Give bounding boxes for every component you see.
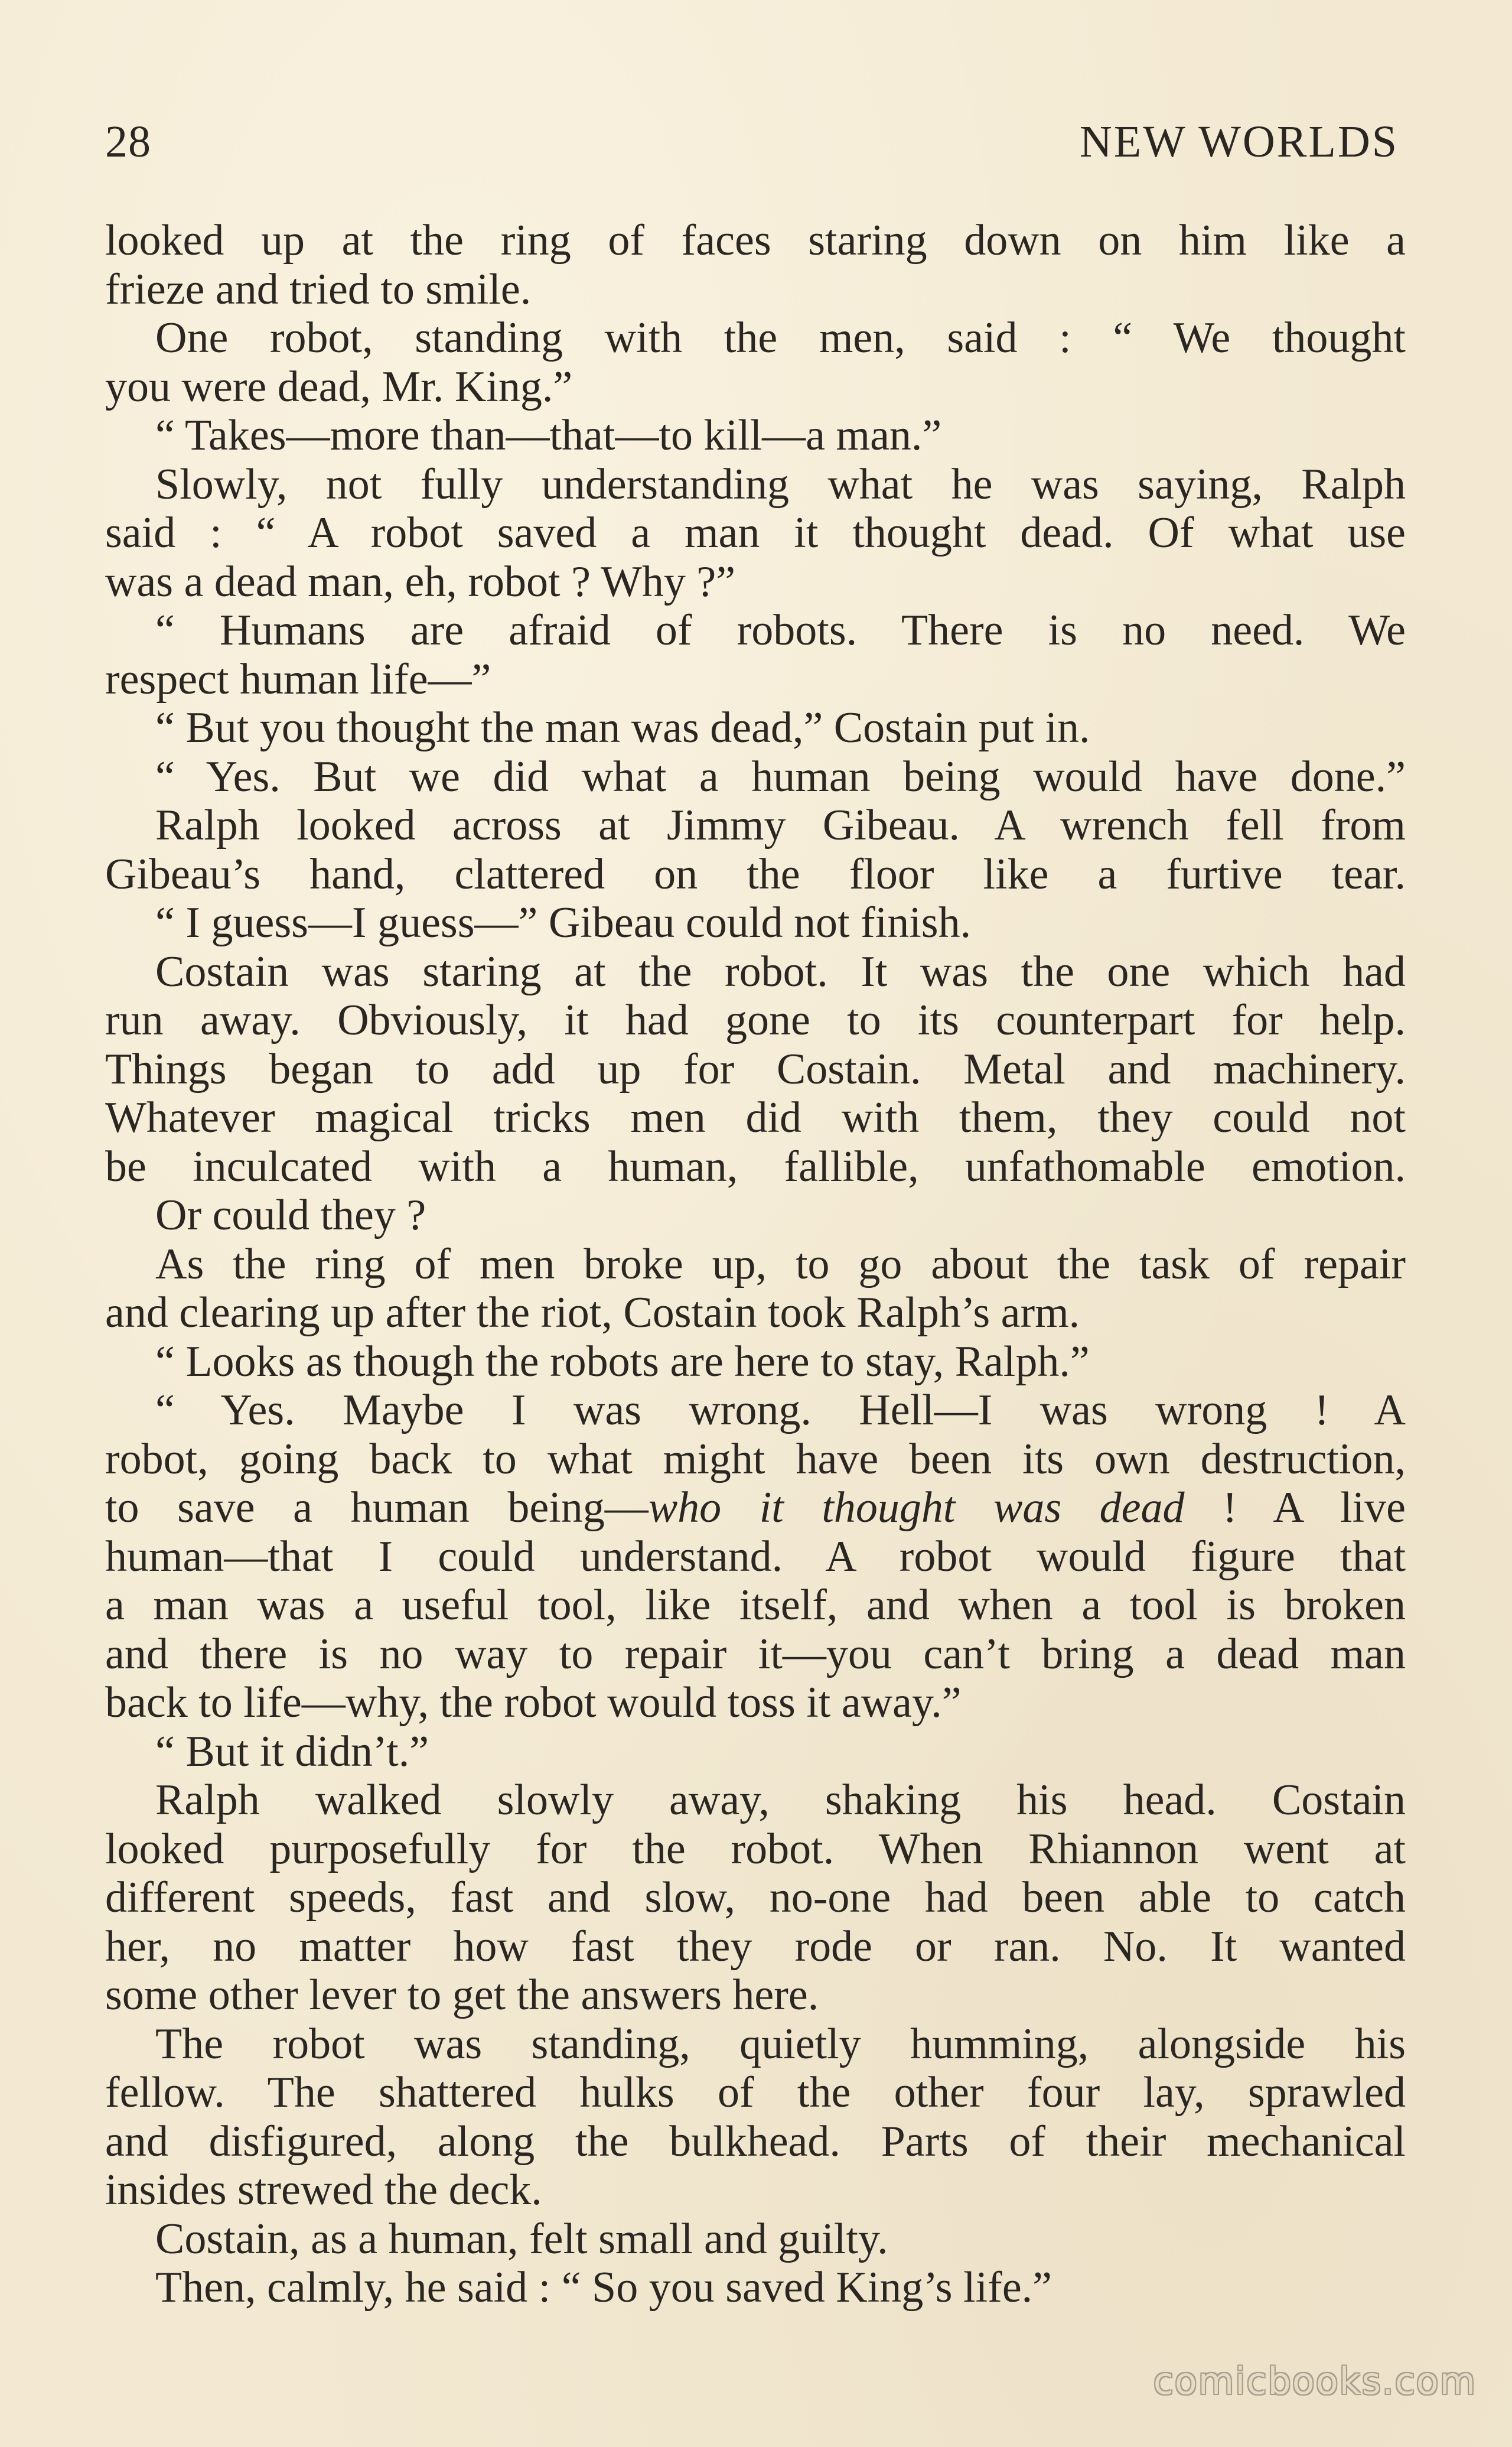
text-line: said : “ A robot saved a man it thought dead. Of what use (105, 509, 1406, 557)
page-header (105, 115, 1399, 168)
text-line: Things began to add up for Costain. Metal and machinery. (105, 1044, 1406, 1094)
text-line: Slowly, not fully understanding what he was saying, Ralph (155, 460, 1406, 509)
text-line: to save a human being—who it thought was dead ! A live (105, 1483, 1406, 1532)
text-line: “ Humans are afraid of robots. There is no need. We (155, 606, 1406, 655)
text-line: insides strewed the deck. (105, 2166, 542, 2214)
text-line: Or could they ? (155, 1191, 426, 1239)
text-line: “ Yes. Maybe I was wrong. Hell—I was wrong ! A (155, 1386, 1406, 1434)
text-line: One robot, standing with the men, said : “ We thought (155, 314, 1406, 362)
text-line: looked up at the ring of faces staring down on him like a (105, 216, 1406, 265)
text-line: As the ring of men broke up, to go about the task of repair (155, 1239, 1406, 1288)
running-head: NEW WORLDS (1079, 117, 1399, 167)
text-line: “ But it didn’t.” (155, 1727, 429, 1776)
text-line: and disfigured, along the bulkhead. Parts of their mechanical (105, 2117, 1406, 2166)
text-line: some other lever to get the answers here. (105, 1971, 819, 2019)
text-line: Costain was staring at the robot. It was the one which had (155, 947, 1406, 996)
text-line: “ Yes. But we did what a human being would have done.” (155, 752, 1406, 801)
text-line: “ I guess—I guess—” Gibeau could not finish. (155, 899, 972, 947)
text-line: The robot was standing, quietly humming, alongside his (155, 2019, 1406, 2068)
text-line: you were dead, Mr. King.” (105, 362, 573, 411)
text-line: “ But you thought the man was dead,” Costain put in. (155, 704, 1090, 752)
text-line: a man was a useful tool, like itself, and when a tool is broken (105, 1581, 1406, 1629)
watermark: comicbooks.com (1153, 2360, 1477, 2403)
story-text (105, 216, 1406, 2312)
text-line: looked purposefully for the robot. When Rhiannon went at (105, 1824, 1406, 1873)
text-line: robot, going back to what might have been its own destruction, (105, 1434, 1406, 1483)
text-line: respect human life—” (105, 655, 491, 704)
text-line: Then, calmly, he said : “ So you saved King’s life.” (155, 2263, 1052, 2312)
text-line: Ralph looked across at Jimmy Gibeau. A wrench fell from (155, 801, 1406, 850)
text-line: and clearing up after the riot, Costain took Ralph’s arm. (105, 1288, 1080, 1337)
text-line: human—that I could understand. A robot would figure that (105, 1532, 1406, 1581)
text-line: different speeds, fast and slow, no-one had been able to catch (105, 1873, 1406, 1922)
text-line: frieze and tried to smile. (105, 265, 532, 314)
text-line: Costain, as a human, felt small and guilty. (155, 2214, 888, 2263)
text-line: Whatever magical tricks men did with them, they could not (105, 1094, 1406, 1142)
text-line: fellow. The shattered hulks of the other four lay, sprawled (105, 2068, 1406, 2117)
page-number: 28 (105, 117, 151, 167)
text-line: be inculcated with a human, fallible, unfathomable emotion. (105, 1142, 1406, 1191)
text-line: “ Looks as though the robots are here to stay, Ralph.” (155, 1337, 1090, 1386)
text-line: was a dead man, eh, robot ? Why ?” (105, 557, 736, 606)
text-line: Gibeau’s hand, clattered on the floor like a furtive tear. (105, 850, 1406, 899)
text-line: run away. Obviously, it had gone to its counterpart for help. (105, 996, 1406, 1044)
text-line: back to life—why, the robot would toss it away.” (105, 1678, 962, 1727)
text-line: Ralph walked slowly away, shaking his head. Costain (155, 1776, 1406, 1824)
text-line: “ Takes—more than—that—to kill—a man.” (155, 411, 942, 460)
text-line: and there is no way to repair it—you can’t bring a dead man (105, 1629, 1406, 1678)
emphasis: who it thought was dead (648, 1483, 1185, 1532)
text-line: her, no matter how fast they rode or ran. No. It wanted (105, 1922, 1406, 1971)
